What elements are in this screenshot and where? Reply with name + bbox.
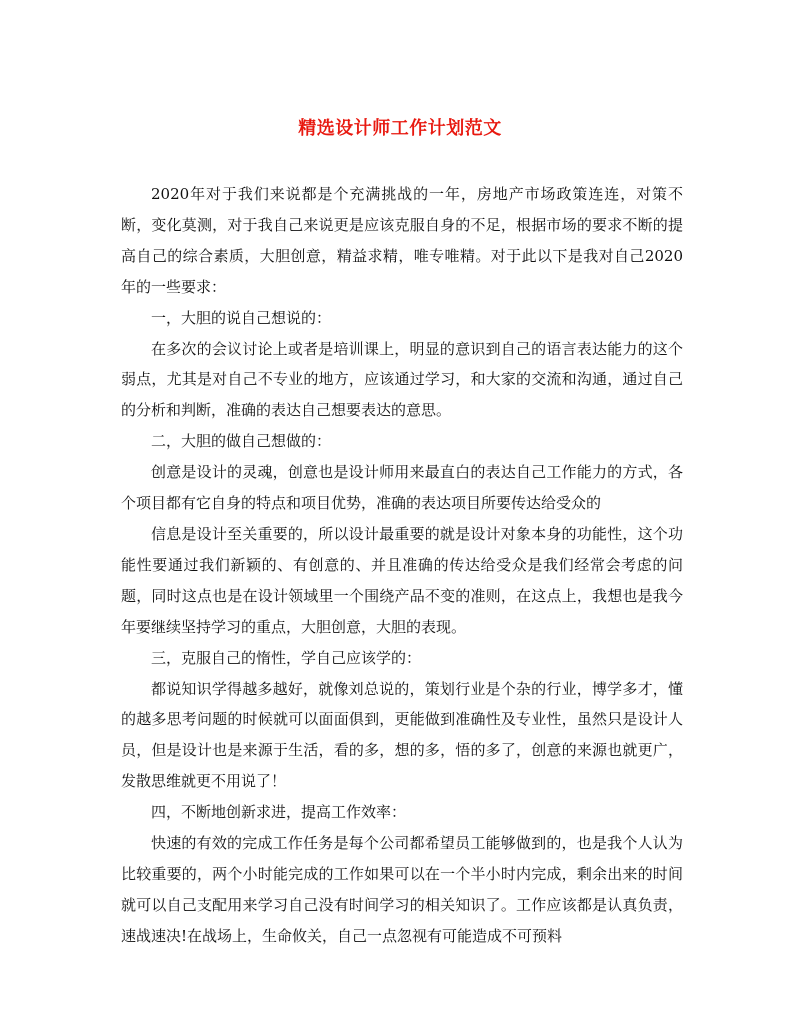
paragraph-three: 都说知识学得越多越好，就像刘总说的，策划行业是个杂的行业，博学多才，懂的越多思考问题的时候就可以面面俱到，更能做到准确性及专业性，虽然只是设计人员，但是设计也是来源于生活，看的多，想的多，悟的多了，创意的来源也就更广，发散思维就更不用说了！ — [121, 679, 683, 791]
heading-one: 一，大胆的说自己想说的： — [151, 308, 332, 327]
paragraph-intro: 2020年对于我们来说都是个充满挑战的一年，房地产市场政策连连，对策不断，变化莫测，对于我自己来说更是应该克服自身的不足，根据市场的要求不断的提高自己的综合素质，大胆创意，精益求精，唯专唯精。对于此以下是我对自己2020年的一些要求： — [121, 185, 683, 296]
paragraph-two-a: 创意是设计的灵魂，创意也是设计师用来最直白的表达自己工作能力的方式，各个项目都有它自身的特点和项目优势，准确的表达项目所要传达给受众的 — [121, 463, 683, 513]
heading-three: 三，克服自己的惰性，学自己应该学的： — [151, 648, 422, 667]
document-title: 精选设计师工作计划范文 — [298, 118, 502, 139]
paragraph-one: 在多次的会议讨论上或者是培训课上，明显的意识到自己的语言表达能力的这个弱点，尤其是对自己不专业的地方，应该通过学习，和大家的交流和沟通，通过自己的分析和判断，准确的表达自己想要表达的意思。 — [121, 339, 683, 420]
heading-two: 二，大胆的做自己想做的： — [151, 432, 332, 451]
paragraph-two-b: 信息是设计至关重要的，所以设计最重要的就是设计对象本身的功能性，这个功能性要通过我们新颖的、有创意的、并且准确的传达给受众是我们经常会考虑的问题，同时这点也是在设计领域里一个围绕产品不变的准则，在这点上，我想也是我今年要继续坚持学习的重点，大胆创意，大胆的表现。 — [121, 524, 683, 636]
heading-four: 四，不断地创新求进，提高工作效率： — [151, 803, 407, 822]
document-body — [121, 179, 683, 952]
paragraph-four: 快速的有效的完成工作任务是每个公司都希望员工能够做到的，也是我个人认为比较重要的，两个小时能完成的工作如果可以在一个半小时内完成，剩余出来的时间就可以自己支配用来学习自己没有时间学习的相关知识了。工作应该都是认真负责，速战速决!在战场上，生命攸关，自己一点忽视有可能造成不可预料 — [121, 834, 683, 945]
